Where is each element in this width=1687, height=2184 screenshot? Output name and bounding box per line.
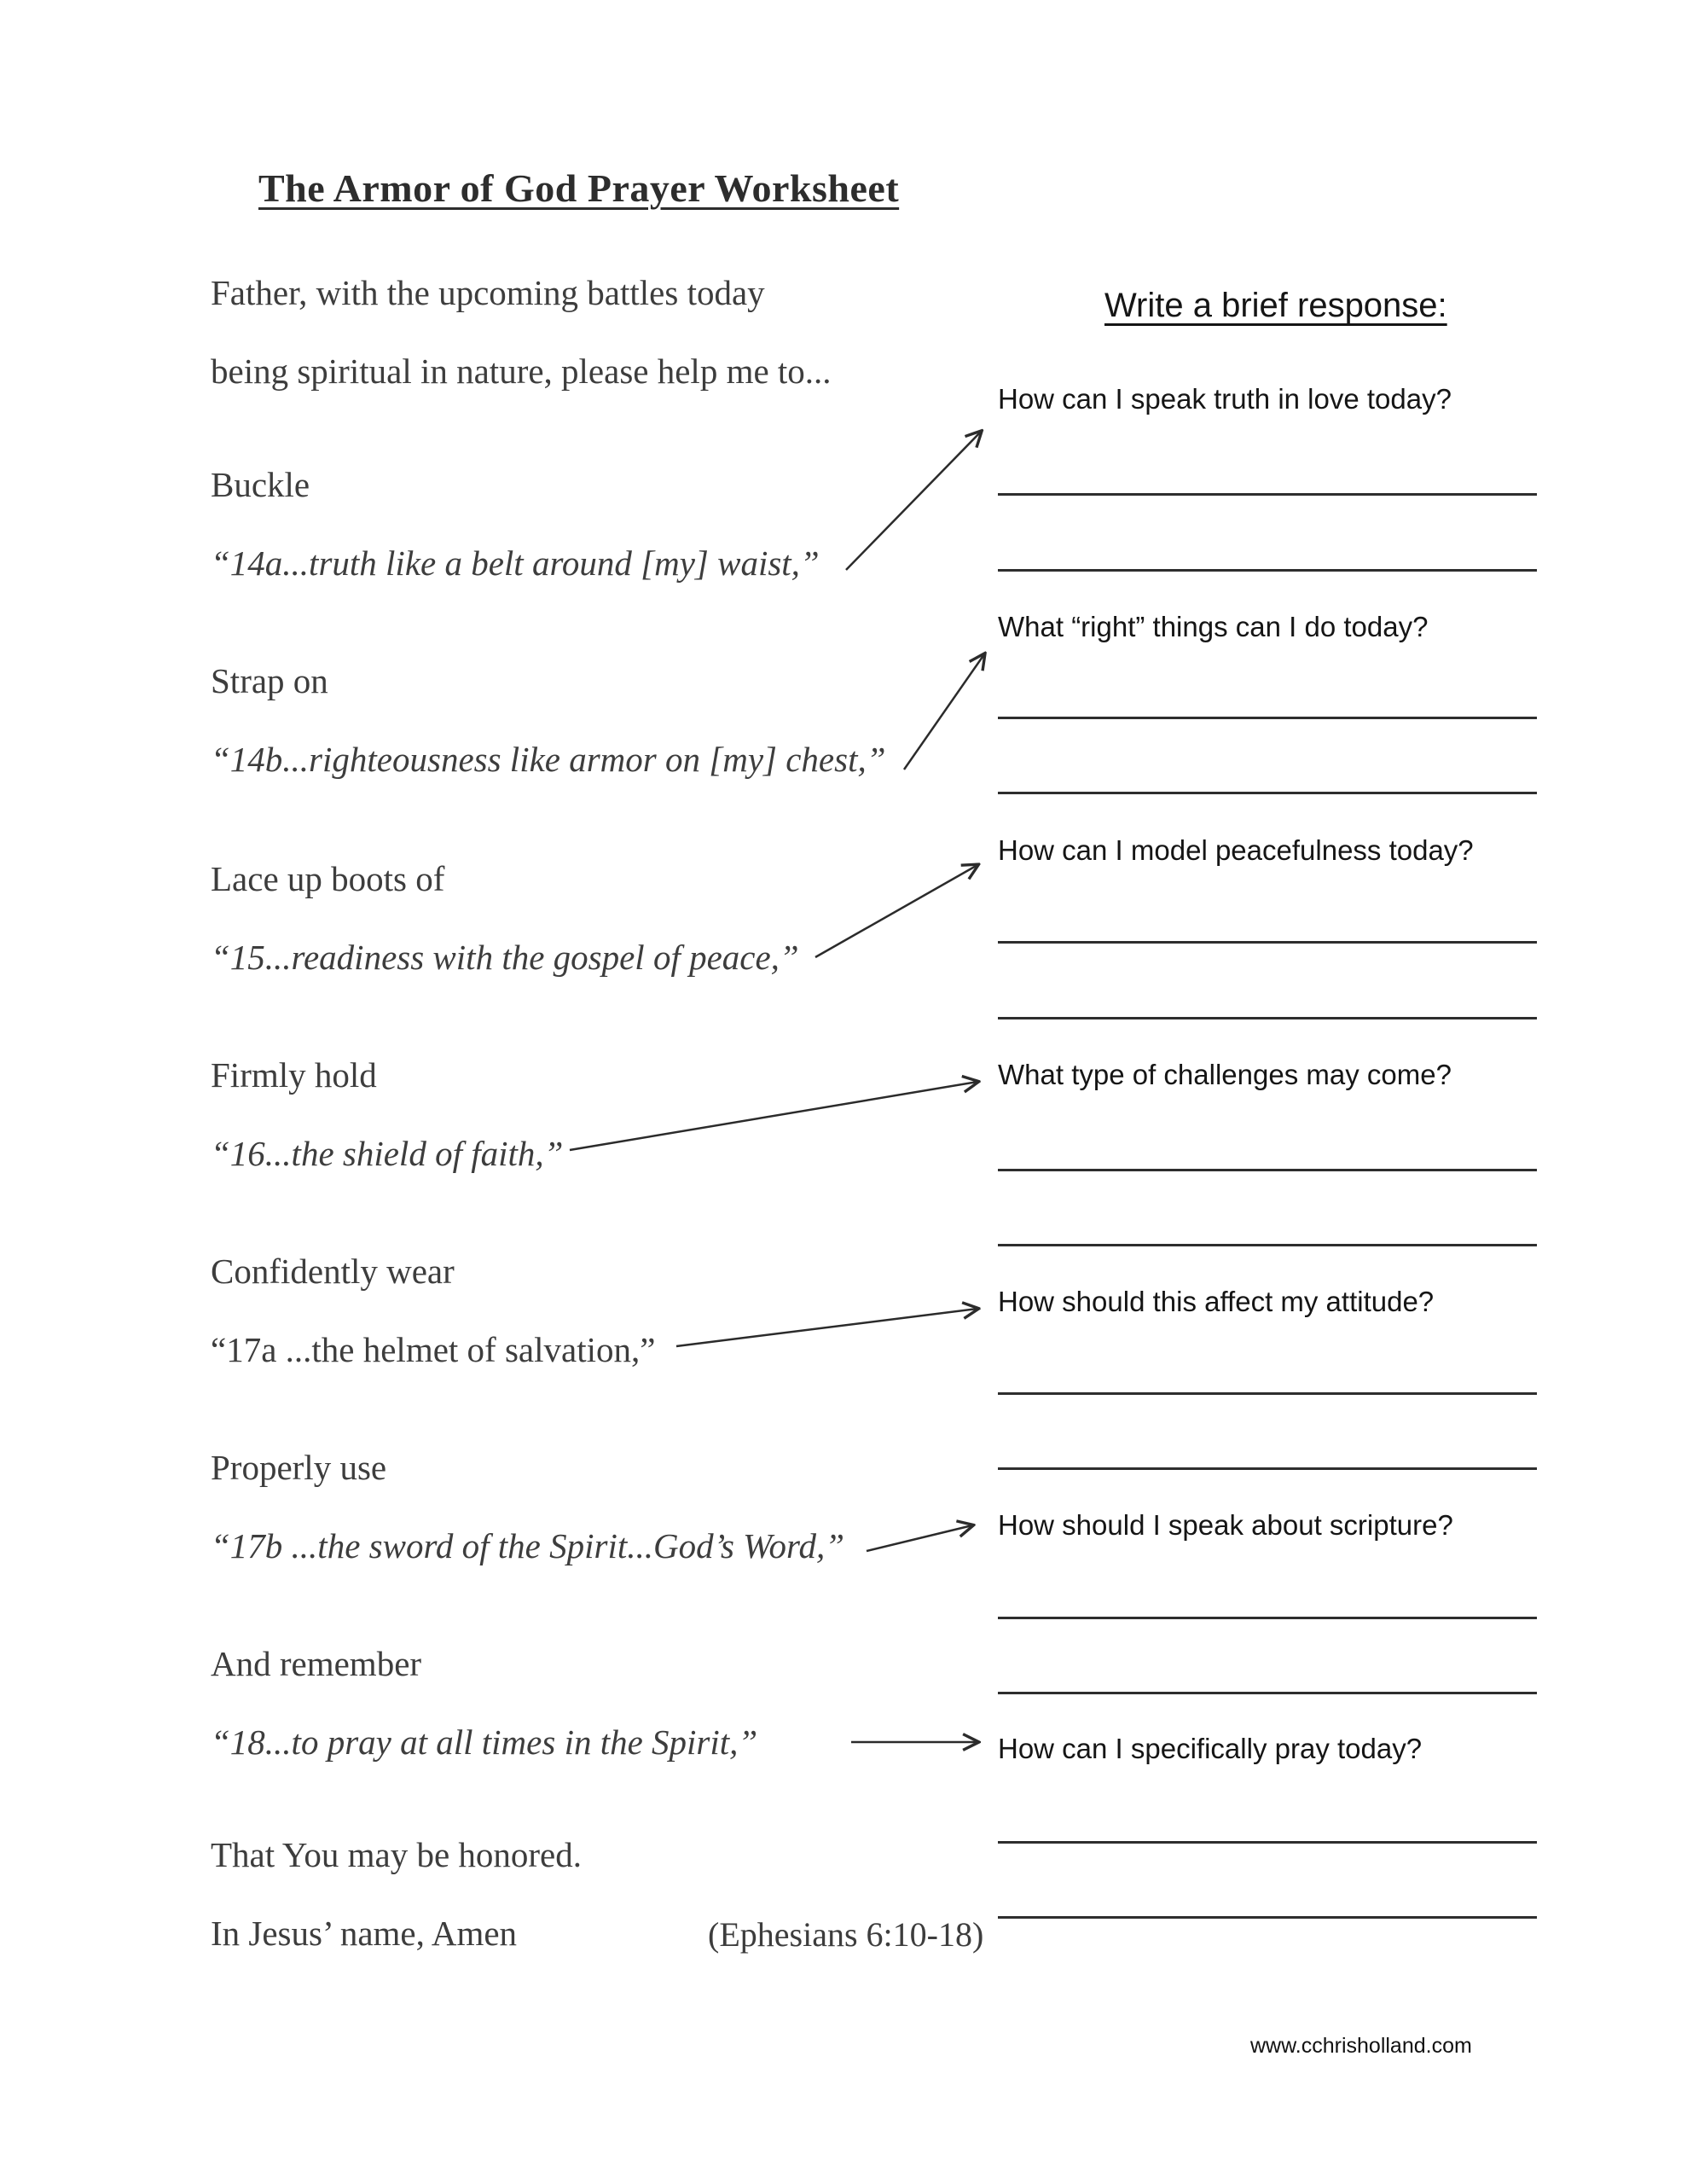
intro-line-2: being spiritual in nature, please help me to... [211,351,832,391]
response-question: What “right” things can I do today? [998,611,1429,642]
armor-action-label: Confidently wear [211,1252,455,1291]
footer-url: www.cchrisholland.com [1250,2034,1472,2058]
page-title: The Armor of God Prayer Worksheet [258,166,900,210]
connector-arrow [815,865,977,957]
response-line [998,1392,1537,1395]
scripture-quote: “14b...righteousness like armor on [my] chest,” [211,740,886,779]
response-line [998,493,1537,496]
scripture-quote: “14a...truth like a belt around [my] waist,” [211,543,820,583]
intro-line-1: Father, with the upcoming battles today [211,273,765,312]
scripture-quote: “18...to pray at all times in the Spirit,” [211,1722,758,1762]
connector-arrow [846,432,981,570]
armor-action-label: Lace up boots of [211,859,445,898]
response-column-header: Write a brief response: [1104,287,1447,324]
response-line [998,941,1537,944]
response-line [998,569,1537,572]
response-question: How should this affect my attitude? [998,1286,1435,1317]
response-line [998,792,1537,794]
armor-action-label: And remember [211,1644,422,1683]
connector-arrow [904,654,984,770]
response-question: How can I specifically pray today? [998,1733,1423,1764]
response-question: How can I speak truth in love today? [998,383,1452,415]
response-question: What type of challenges may come? [998,1059,1452,1090]
response-line [998,1467,1537,1470]
response-line [998,1841,1537,1844]
scripture-quote: “16...the shield of faith,” [211,1134,564,1173]
response-line [998,1692,1537,1694]
connector-arrow [570,1082,977,1150]
scripture-quote: “17a ...the helmet of salvation,” [211,1330,656,1369]
armor-action-label: Firmly hold [211,1055,377,1095]
response-line [998,1017,1537,1019]
armor-action-label: Buckle [211,465,310,504]
connector-arrow [867,1525,972,1551]
scripture-quote: “15...readiness with the gospel of peace,” [211,938,799,977]
closing-line-2: In Jesus’ name, Amen [211,1914,518,1953]
armor-action-label: Properly use [211,1448,387,1487]
response-line [998,1244,1537,1246]
response-line [998,1916,1537,1919]
response-line [998,1617,1537,1619]
armor-action-label: Strap on [211,661,328,700]
response-line [998,1169,1537,1171]
scripture-quote: “17b ...the sword of the Spirit...God’s Word,” [211,1526,845,1565]
closing-line-1: That You may be honored. [211,1835,583,1874]
response-line [998,717,1537,719]
response-question: How can I model peacefulness today? [998,834,1474,866]
response-question: How should I speak about scripture? [998,1509,1453,1541]
scripture-reference: (Ephesians 6:10-18) [708,1915,984,1954]
connector-arrow [676,1309,977,1346]
